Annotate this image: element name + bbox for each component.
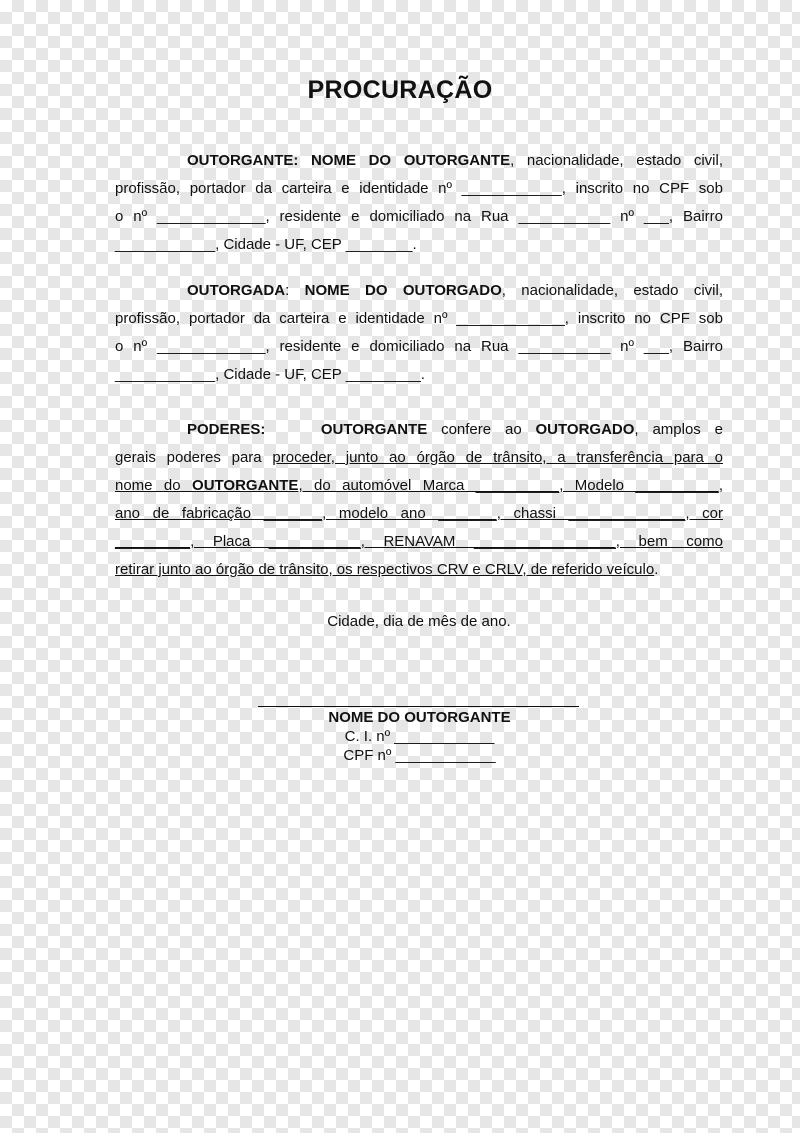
signature-name: NOME DO OUTORGANTE xyxy=(328,709,511,726)
poderes-outorgante: OUTORGANTE xyxy=(320,421,428,438)
outorgante-line-3: o nº _____________, residente e domiciliado na Rua ___________ nº ___, Bairro xyxy=(115,208,723,225)
poderes-line-4: ano de fabricação _______, modelo ano _______, chassi ______________, cor xyxy=(115,505,723,522)
poderes-line-2 xyxy=(115,444,723,472)
outorgada-line-4: ____________, Cidade - UF, CEP _________. xyxy=(115,366,425,383)
outorgante-label: OUTORGANTE: xyxy=(187,152,299,169)
outorgante-line-4: ____________, Cidade - UF, CEP ________. xyxy=(115,236,417,253)
outorgante-line-1-rest: , nacionalidade, estado civil, xyxy=(510,152,723,169)
outorgado-name: NOME DO OUTORGADO xyxy=(304,282,502,299)
outorgada-paragraph xyxy=(115,277,723,389)
poderes-line-2-plain: gerais poderes para xyxy=(115,449,273,466)
outorgada-line-3: o nº _____________, residente e domiciliado na Rua ___________ nº ___, Bairro xyxy=(115,338,723,355)
date-line: Cidade, dia de mês de ano. xyxy=(327,613,511,630)
outorgada-line-2: profissão, portador da carteira e identidade nº _____________, inscrito no CPF sob xyxy=(115,310,723,327)
poderes-line-1 xyxy=(115,416,723,444)
outorgante-line-1 xyxy=(115,147,723,175)
poderes-paragraph xyxy=(115,416,723,584)
document-title: PROCURAÇÃO xyxy=(307,76,493,104)
poderes-line-5: _________, Placa ___________, RENAVAM _________________, bem como xyxy=(115,533,723,550)
outorgada-label: OUTORGADA xyxy=(187,282,286,299)
poderes-line-3-outorgante: OUTORGANTE xyxy=(192,477,299,494)
poderes-line-6 xyxy=(115,556,723,584)
outorgante-name: NOME DO OUTORGANTE xyxy=(311,152,511,169)
poderes-label: PODERES: xyxy=(187,421,266,438)
poderes-text-1: confere ao xyxy=(427,421,536,438)
outorgada-line-1 xyxy=(115,277,723,305)
signature-line xyxy=(258,706,579,707)
outorgada-colon: : xyxy=(285,282,305,299)
poderes-line-3 xyxy=(115,472,723,500)
poderes-outorgado: OUTORGADO xyxy=(535,421,635,438)
poderes-line-2-underlined: proceder, junto ao órgão de trânsito, a transferência para o xyxy=(272,449,723,466)
signature-ci: C. I. nº ____________ xyxy=(344,728,495,745)
outorgada-line-1-rest: , nacionalidade, estado civil, xyxy=(501,282,723,299)
poderes-line-3-a: nome do xyxy=(115,477,193,494)
outorgante-paragraph xyxy=(115,147,723,259)
poderes-text-2: , amplos e xyxy=(634,421,724,438)
poderes-line-6-period: . xyxy=(654,561,659,578)
poderes-line-6-text: retirar junto ao órgão de trânsito, os respectivos CRV e CRLV, de referido veículo xyxy=(115,561,655,578)
poderes-line-3-c: , do automóvel Marca __________, Modelo __________, xyxy=(298,477,723,494)
signature-cpf: CPF nº ____________ xyxy=(343,747,496,764)
signature-block xyxy=(259,708,580,765)
outorgante-line-2: profissão, portador da carteira e identidade nº ____________, inscrito no CPF sob xyxy=(115,180,723,197)
